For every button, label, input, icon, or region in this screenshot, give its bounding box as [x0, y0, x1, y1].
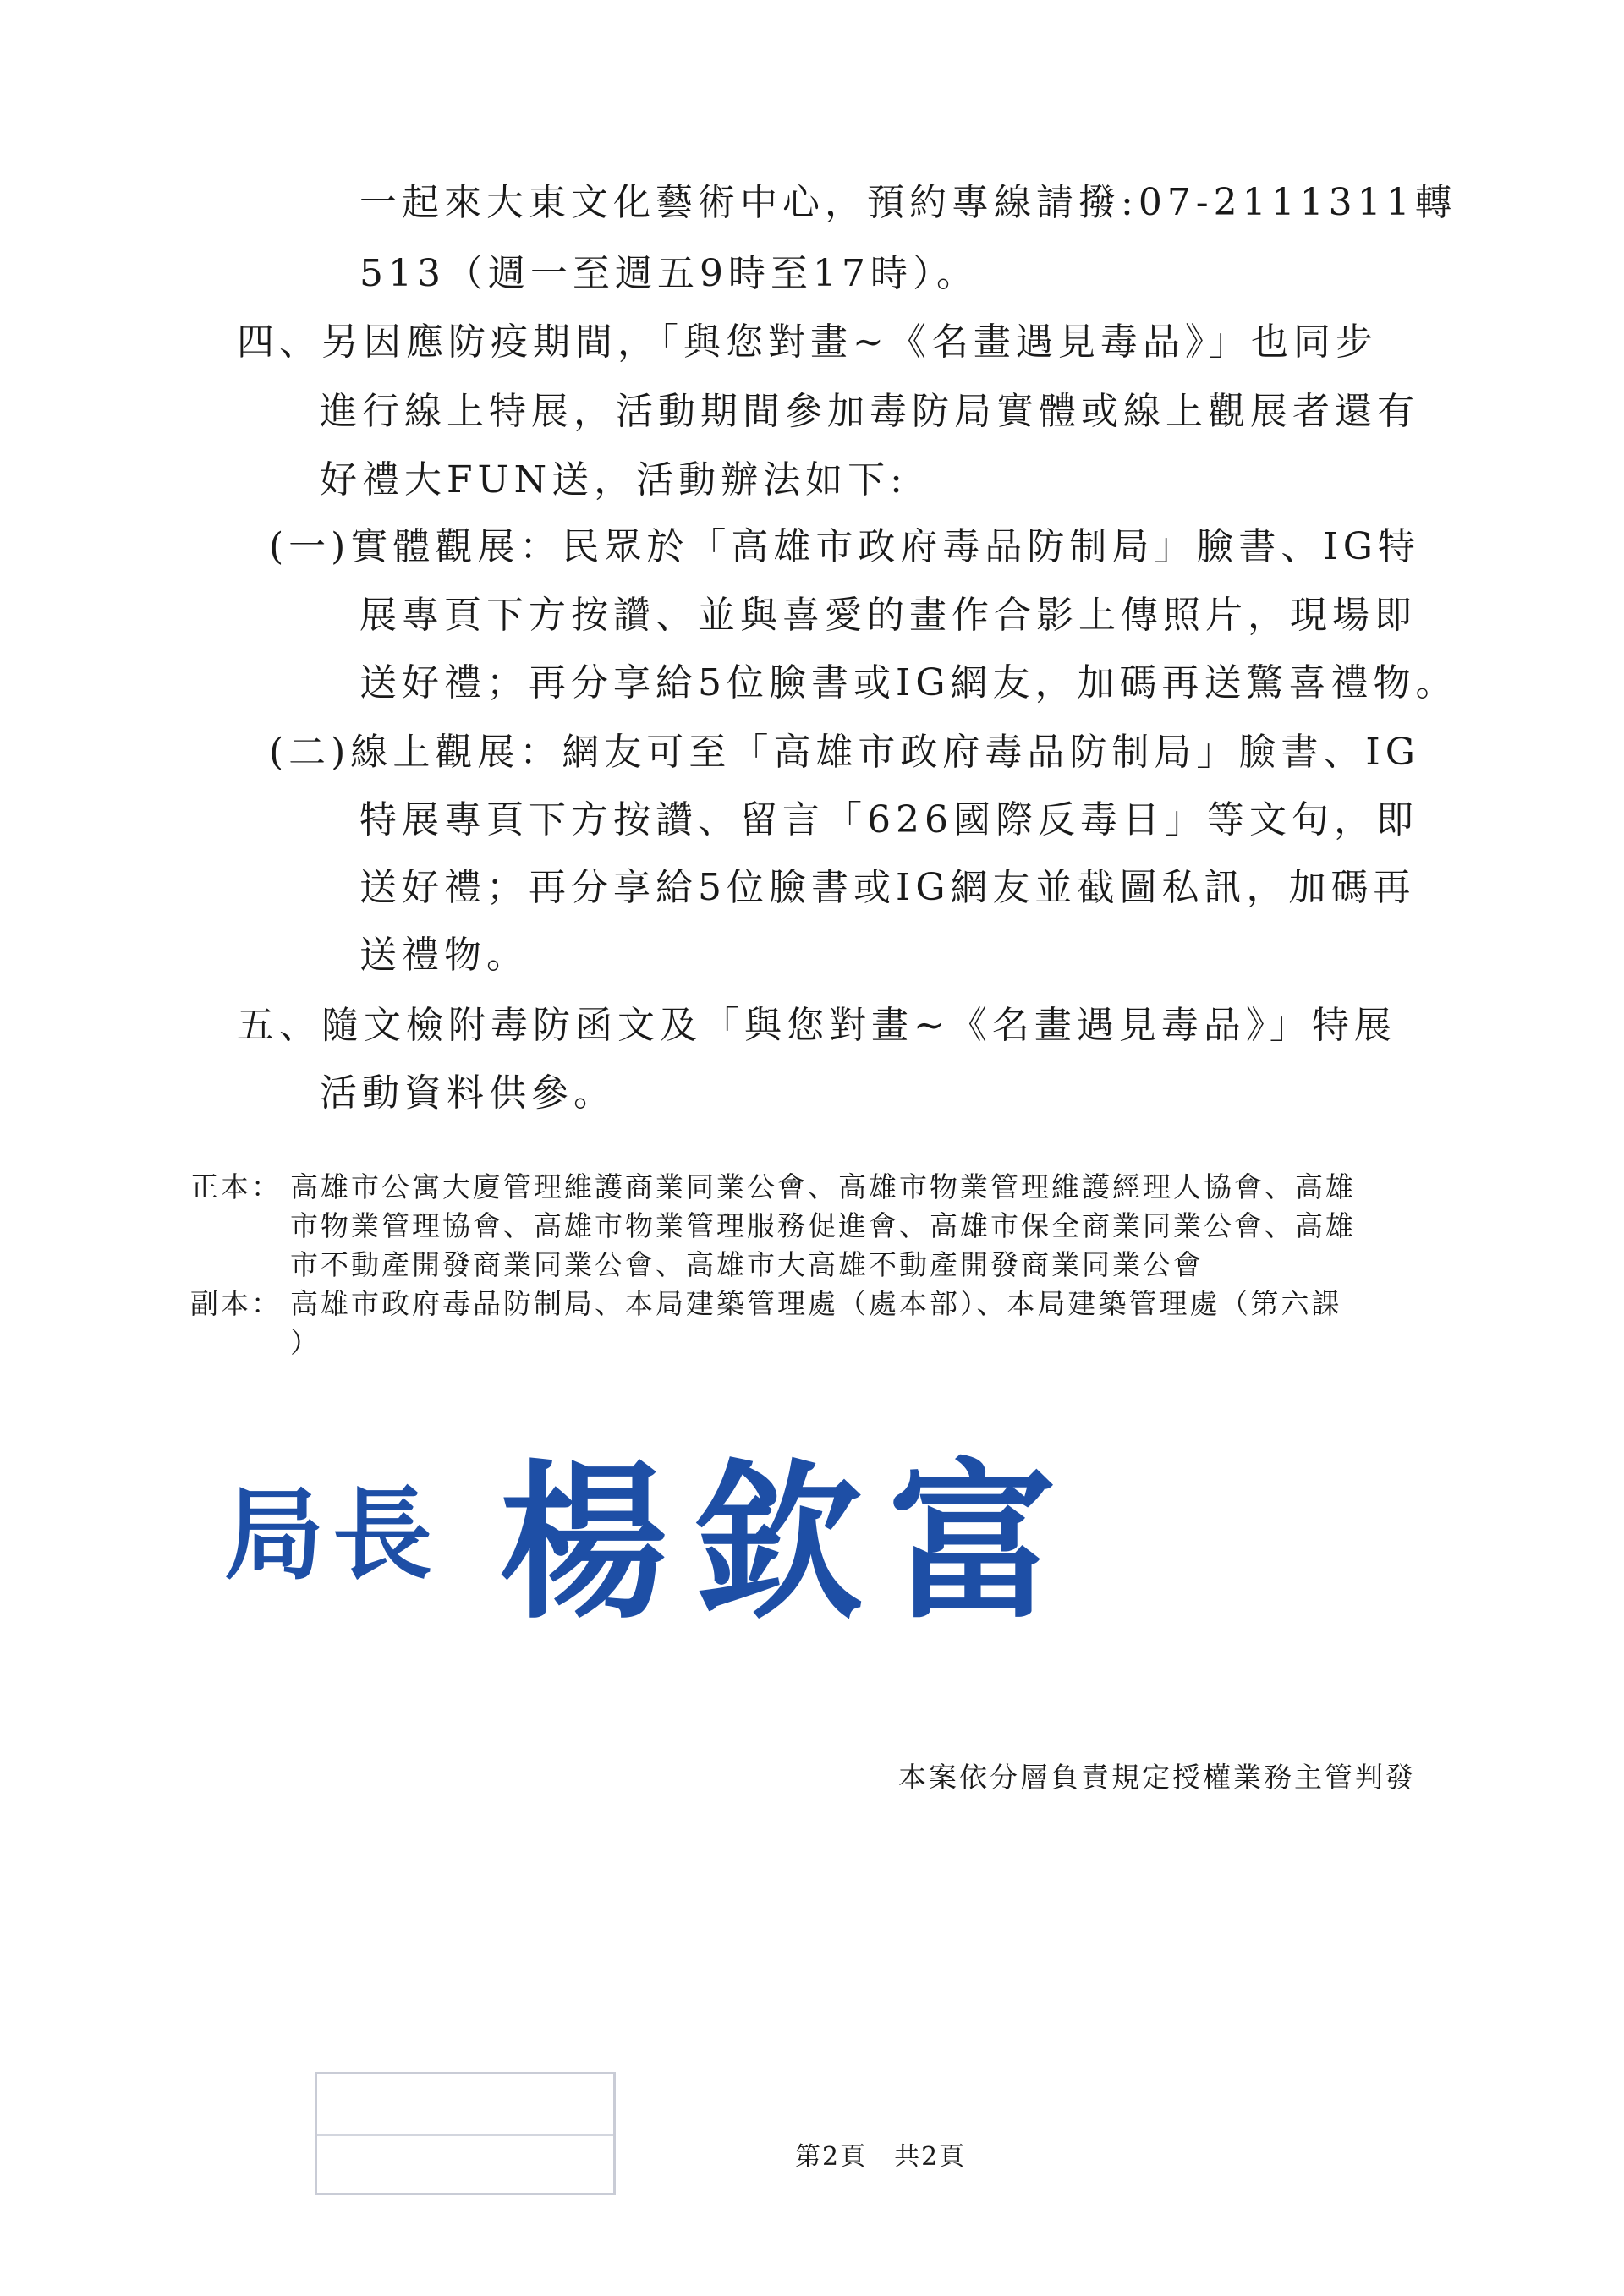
sub-item-2-line-3: 送好禮；再分享給5位臉書或IG網友並截圖私訊，加碼再: [359, 866, 1416, 909]
faint-received-stamp: [315, 2072, 616, 2195]
signature-title: 局長: [224, 1476, 442, 1593]
body-line-1: 一起來大東文化藝術中心，預約專線請撥:07-2111311轉: [359, 181, 1457, 224]
sub-item-2-line-1: (二)線上觀展：網友可至「高雄市政府毒品防制局」臉書、IG: [269, 731, 1420, 774]
copy-recipients-label: 副本：: [190, 1287, 282, 1320]
sub-item-1-line-2: 展專頁下方按讚、並與喜愛的畫作合影上傳照片，現場即: [359, 594, 1417, 637]
stamp-divider: [317, 2134, 613, 2136]
item-5-line-2: 活動資料供參。: [320, 1071, 616, 1115]
item-4-line-2: 進行線上特展，活動期間參加毒防局實體或線上觀展者還有: [320, 390, 1419, 433]
copy-recipients-line-1: 高雄市政府毒品防制局、本局建築管理處（處本部）、本局建築管理處（第六課: [290, 1287, 1342, 1320]
original-recipients-line-2: 市物業管理協會、高雄市物業管理服務促進會、高雄市保全商業同業公會、高雄: [290, 1209, 1356, 1242]
copy-recipients-line-2: ）: [290, 1326, 321, 1359]
sub-item-2-line-2: 特展專頁下方按讚、留言「626國際反毒日」等文句，即: [359, 798, 1418, 841]
sub-item-2-line-4: 送禮物。: [359, 934, 529, 977]
signature-name: 楊欽富: [499, 1444, 1084, 1642]
sub-item-1-line-1: (一)實體觀展：民眾於「高雄市政府毒品防制局」臉書、IG特: [269, 525, 1420, 568]
original-recipients-line-3: 市不動產開發商業同業公會、高雄市大高雄不動產開發商業同業公會: [290, 1248, 1204, 1281]
page-number: 第2頁 共2頁: [795, 2142, 967, 2172]
original-recipients-label: 正本：: [190, 1170, 282, 1203]
item-4-line-3: 好禮大FUN送，活動辦法如下:: [320, 458, 908, 501]
body-line-2: 513（週一至週五9時至17時）。: [359, 252, 979, 295]
item-4-line-1: 四、另因應防疫期間，「與您對畫~《名畫遇見毒品》」也同步: [237, 321, 1378, 364]
item-5-line-1: 五、隨文檢附毒防函文及「與您對畫~《名畫遇見毒品》」特展: [237, 1004, 1396, 1047]
delegation-note: 本案依分層負責規定授權業務主管判發: [898, 1761, 1416, 1794]
original-recipients-line-1: 高雄市公寓大廈管理維護商業同業公會、高雄市物業管理維護經理人協會、高雄: [290, 1170, 1356, 1203]
sub-item-1-line-3: 送好禮；再分享給5位臉書或IG網友，加碼再送驚喜禮物。: [359, 661, 1458, 704]
